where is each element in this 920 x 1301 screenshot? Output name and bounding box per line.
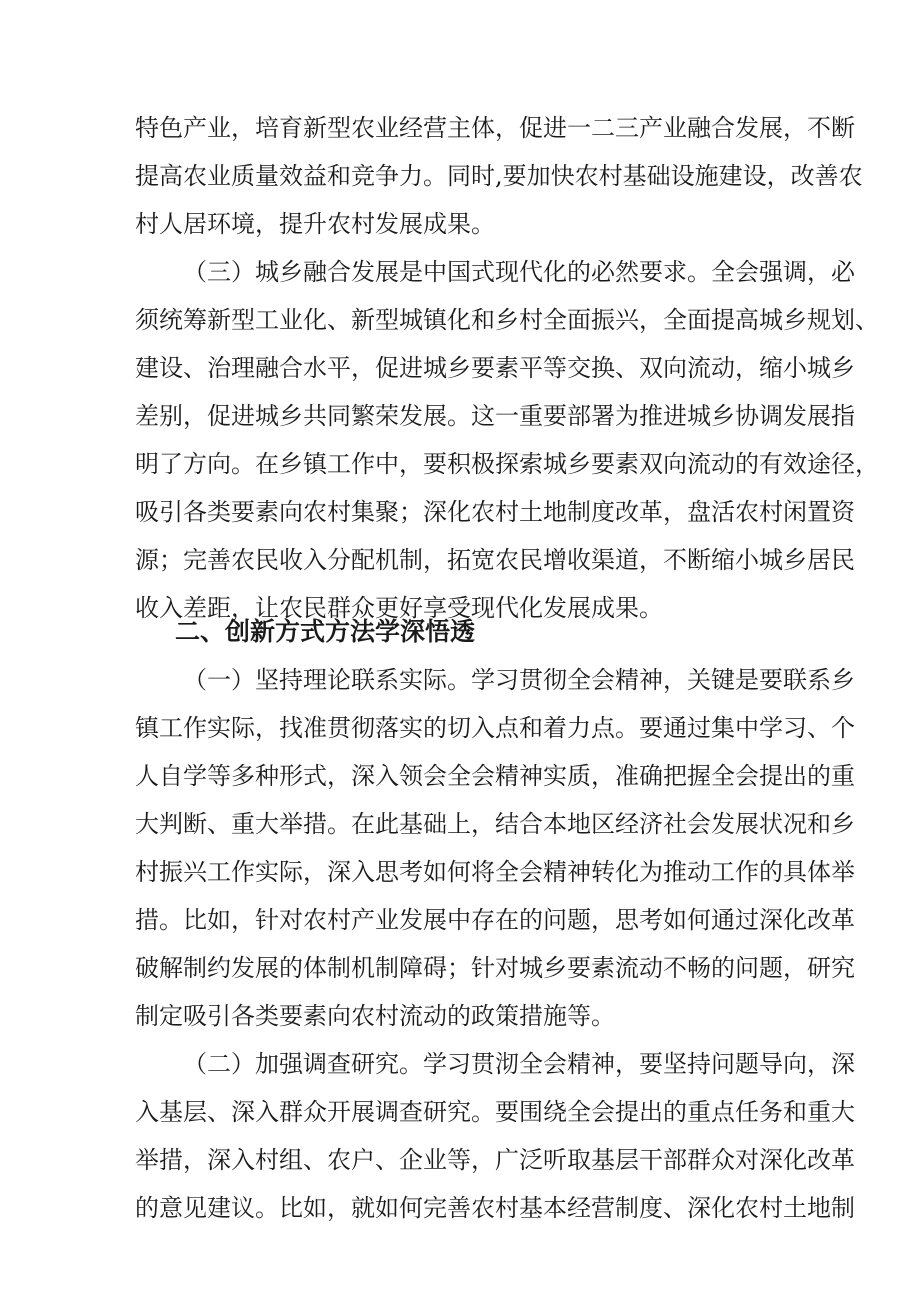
paragraph-line: 入基层、深入群众开展调查研究。要围绕全会提出的重点任务和重大 <box>135 1098 855 1126</box>
paragraph-line: 村人居环境，提升农村发展成果。 <box>135 210 495 238</box>
paragraph-line: （二）加强调查研究。学习贯沏全会精神，要坚持问题导向，深 <box>183 1050 855 1078</box>
paragraph-line: 明了方向。在乡镇工作中，要积极探索城乡要素双向流动的有效途径， <box>135 450 879 478</box>
paragraph-line: 制定吸引各类要素向农村流动的政策措施等。 <box>135 1002 615 1030</box>
paragraph-line: 收入差距，让农民群众更好享受现代化发展成果。 <box>135 594 663 622</box>
paragraph-line: 提高农业质量效益和竞争力。同时,要加快农村基础设施建设，改善农 <box>135 162 863 190</box>
section-heading: 二、创新方式方法学深悟透 <box>175 617 476 646</box>
paragraph-line: 村振兴工作实际，深入思考如何将全会精神转化为推动工作的具体举 <box>135 858 855 886</box>
paragraph-line: 建设、治理融合水平，促进城乡要素平等交换、双向流动，缩小城乡 <box>135 354 855 382</box>
paragraph-line: （一）坚持理论联系实际。学习贯彻全会精神，关键是要联系乡 <box>183 666 855 694</box>
paragraph-line: 吸引各类要素向农村集聚；深化农村土地制度改革，盘活农村闲置资 <box>135 498 855 526</box>
paragraph-line: 人自学等多种形式，深入领会全会精神实质，准确把握全会提出的重 <box>135 762 855 790</box>
paragraph-line: （三）城乡融合发展是中国式现代化的必然要求。全会强调，必 <box>183 258 855 286</box>
paragraph-line: 的意见建议。比如，就如何完善农村基本经营制度、深化农村土地制 <box>135 1194 855 1222</box>
paragraph-line: 举措，深入村组、农户、企业等，广泛听取基层干部群众对深化改革 <box>135 1146 855 1174</box>
paragraph-line: 大判断、重大举措。在此基础上，结合本地区经济社会发展状况和乡 <box>135 810 855 838</box>
paragraph-line: 破解制约发展的体制机制障碍；针对城乡要素流动不畅的问题，研究 <box>135 954 855 982</box>
paragraph-line: 须统筹新型工业化、新型城镇化和乡村全面振兴，全面提高城乡规划、 <box>135 306 879 334</box>
paragraph-line: 源；完善农民收入分配机制，拓宽农民增收渠道，不断缩小城乡居民 <box>135 546 855 574</box>
paragraph-line: 差别，促进城乡共同繁荣发展。这一重要部署为推进城乡协调发展指 <box>135 402 855 430</box>
paragraph-line: 镇工作实际，找准贯彻落实的切入点和着力点。要通过集中学习、个 <box>135 714 855 742</box>
paragraph-line: 措。比如，针对农村产业发展中存在的问题，思考如何通过深化改革 <box>135 906 855 934</box>
paragraph-line: 特色产业，培育新型农业经营主体，促进一二三产业融合发展，不断 <box>135 114 855 142</box>
